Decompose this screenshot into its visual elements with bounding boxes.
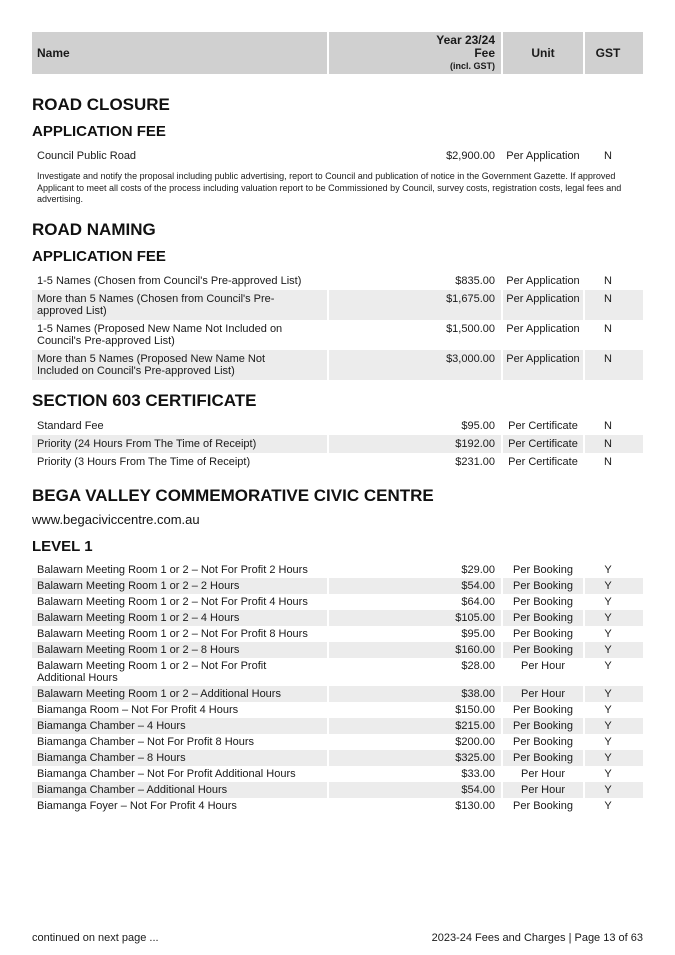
row-fee: $130.00: [455, 799, 495, 812]
row-gst: N: [585, 290, 643, 320]
table-row: [32, 594, 643, 610]
table-row: [32, 453, 643, 471]
row-fee: $325.00: [329, 750, 501, 766]
table-row: [32, 417, 643, 435]
row-name: 1-5 Names (Chosen from Council's Pre-approved List): [37, 274, 302, 287]
row-unit: Per Certificate: [503, 435, 583, 453]
row-fee: $1,675.00: [329, 290, 501, 320]
table-row: [32, 766, 643, 782]
row-fee: $200.00: [455, 735, 495, 748]
row-name: Biamanga Chamber – Not For Profit 8 Hours: [37, 735, 255, 748]
row-name: More than 5 Names (Chosen from Council's Pre-approved List): [32, 290, 327, 320]
header-fee: [329, 32, 501, 74]
row-fee: $150.00: [455, 703, 495, 716]
section-title-road-closure: ROAD CLOSURE: [32, 95, 170, 114]
row-fee: $28.00: [461, 659, 495, 672]
row-fee: $2,900.00: [446, 150, 495, 162]
row-unit: Per Hour: [520, 767, 566, 780]
continued-note: continued on next page ...: [32, 932, 159, 944]
section-title-civic-centre: BEGA VALLEY COMMEMORATIVE CIVIC CENTRE: [32, 485, 434, 505]
row-fee: $160.00: [329, 642, 501, 658]
page-number: 2023-24 Fees and Charges | Page 13 of 63: [431, 932, 643, 944]
row-gst: N: [585, 435, 643, 453]
row-fee: $95.00: [461, 627, 495, 640]
row-fee: $54.00: [329, 782, 501, 798]
row-unit: Per Booking: [513, 563, 573, 576]
row-unit: Per Application: [506, 274, 580, 287]
civic-centre-rows: [32, 562, 643, 814]
table-row: [32, 734, 643, 750]
row-gst: N: [585, 350, 643, 380]
road-closure-note: Investigate and notify the proposal including public advertising, report to Council and publication of notice in the Government Gazette. If approved Applicant to meet all costs of the process including valuation report to be Commissioned by Council, survey costs, registration costs, legal fees and advertising.: [37, 171, 622, 204]
row-name: Biamanga Chamber – Not For Profit Additional Hours: [37, 767, 296, 780]
row-unit: Per Booking: [503, 642, 583, 658]
row-name: Balawarn Meeting Room 1 or 2 – Not For Profit 8 Hours: [37, 627, 308, 640]
row-gst: Y: [585, 610, 643, 626]
header-gst: GST: [585, 32, 643, 74]
row-gst: N: [604, 419, 612, 432]
row-fee: $231.00: [455, 455, 495, 468]
row-gst: N: [604, 274, 612, 287]
row-name: Biamanga Foyer – Not For Profit 4 Hours: [37, 799, 237, 812]
row-unit: Per Hour: [503, 686, 583, 702]
row-name: Council Public Road: [37, 150, 137, 162]
row-name: Balawarn Meeting Room 1 or 2 – 2 Hours: [32, 578, 327, 594]
row-fee: $29.00: [461, 563, 495, 576]
row-name: Biamanga Chamber – Additional Hours: [32, 782, 327, 798]
row-name: Balawarn Meeting Room 1 or 2 – Not For Profit 2 Hours: [37, 563, 308, 576]
row-fee: $95.00: [461, 419, 495, 432]
row-gst: Y: [604, 595, 612, 608]
table-row: [32, 658, 643, 686]
row-gst: N: [604, 455, 612, 468]
row-gst: N: [604, 150, 612, 162]
row-gst: Y: [604, 627, 612, 640]
row-fee: $105.00: [329, 610, 501, 626]
header-name: Name: [32, 32, 327, 74]
row-name: Priority (3 Hours From The Time of Receipt): [37, 455, 251, 468]
row-fee: $192.00: [329, 435, 501, 453]
row-unit: Per Booking: [513, 735, 573, 748]
row-name: Biamanga Room – Not For Profit 4 Hours: [37, 703, 239, 716]
row-unit: Per Booking: [513, 627, 573, 640]
row-unit: Per Application: [503, 290, 583, 320]
table-row: [32, 562, 643, 578]
row-name: More than 5 Names (Proposed New Name Not Included on Council's Pre-approved List): [32, 350, 327, 380]
row-unit: Per Booking: [513, 799, 573, 812]
table-row: [32, 718, 643, 734]
fees-page: [32, 32, 643, 814]
row-fee: $3,000.00: [329, 350, 501, 380]
row-gst: Y: [604, 767, 612, 780]
table-header: [32, 32, 643, 74]
subtitle-application-fee: APPLICATION FEE: [32, 247, 166, 265]
table-row: [32, 686, 643, 702]
row-fee: $54.00: [329, 578, 501, 594]
header-unit: Unit: [503, 32, 583, 74]
header-fee-line2: Fee: [474, 45, 495, 60]
table-row: [32, 272, 643, 290]
table-row: [32, 578, 643, 594]
row-name: Priority (24 Hours From The Time of Receipt): [32, 435, 327, 453]
road-naming-rows: [32, 272, 643, 380]
table-row: [32, 702, 643, 718]
row-gst: Y: [604, 659, 612, 672]
row-name: Biamanga Chamber – 4 Hours: [32, 718, 327, 734]
row-fee: $835.00: [455, 274, 495, 287]
row-unit: Per Hour: [503, 782, 583, 798]
page-footer: [32, 932, 643, 944]
road-closure-rows: [32, 147, 643, 165]
row-gst: Y: [585, 642, 643, 658]
row-gst: N: [604, 322, 612, 335]
table-row: [32, 147, 643, 165]
row-unit: Per Booking: [503, 578, 583, 594]
header-fee-line3: (incl. GST): [450, 60, 495, 71]
row-unit: Per Certificate: [508, 419, 578, 432]
table-row: [32, 320, 643, 350]
section-603-rows: [32, 417, 643, 471]
row-gst: Y: [585, 750, 643, 766]
row-unit: Per Application: [506, 322, 580, 335]
table-row: [32, 435, 643, 453]
row-unit: Per Application: [506, 150, 580, 162]
row-unit: Per Certificate: [508, 455, 578, 468]
row-gst: Y: [585, 782, 643, 798]
row-unit: Per Hour: [520, 659, 566, 672]
row-unit: Per Booking: [503, 610, 583, 626]
section-title-section-603: SECTION 603 CERTIFICATE: [32, 390, 257, 410]
header-fee-line1: Year 23/24: [436, 32, 495, 47]
table-row: [32, 750, 643, 766]
section-title-road-naming: ROAD NAMING: [32, 219, 156, 239]
row-unit: Per Application: [503, 350, 583, 380]
row-unit: Per Booking: [503, 750, 583, 766]
civic-centre-url: www.begaciviccentre.com.au: [32, 511, 200, 527]
row-gst: Y: [604, 735, 612, 748]
table-row: [32, 798, 643, 814]
row-gst: Y: [585, 718, 643, 734]
row-unit: Per Booking: [513, 703, 573, 716]
row-name: Balawarn Meeting Room 1 or 2 – 4 Hours: [32, 610, 327, 626]
table-row: [32, 626, 643, 642]
row-gst: Y: [604, 799, 612, 812]
row-unit: Per Booking: [513, 595, 573, 608]
subtitle-application-fee: APPLICATION FEE: [32, 123, 166, 140]
row-gst: Y: [585, 578, 643, 594]
row-gst: Y: [604, 563, 612, 576]
row-unit: Per Booking: [503, 718, 583, 734]
row-name: Biamanga Chamber – 8 Hours: [32, 750, 327, 766]
row-name: Balawarn Meeting Room 1 or 2 – 8 Hours: [32, 642, 327, 658]
table-row: [32, 782, 643, 798]
row-gst: Y: [604, 703, 612, 716]
row-name: Balawarn Meeting Room 1 or 2 – Not For Profit Additional Hours: [37, 659, 267, 684]
row-fee: $1,500.00: [446, 322, 495, 335]
table-row: [32, 610, 643, 626]
table-row: [32, 642, 643, 658]
table-row: [32, 350, 643, 380]
row-name: Standard Fee: [37, 419, 104, 432]
row-fee: $215.00: [329, 718, 501, 734]
subtitle-level-1: LEVEL 1: [32, 537, 93, 555]
table-row: [32, 290, 643, 320]
row-fee: $64.00: [461, 595, 495, 608]
row-fee: $38.00: [329, 686, 501, 702]
row-fee: $33.00: [461, 767, 495, 780]
row-name: Balawarn Meeting Room 1 or 2 – Additional Hours: [32, 686, 327, 702]
row-gst: Y: [585, 686, 643, 702]
row-name: 1-5 Names (Proposed New Name Not Included on Council's Pre-approved List): [37, 322, 283, 347]
row-name: Balawarn Meeting Room 1 or 2 – Not For Profit 4 Hours: [37, 595, 308, 608]
